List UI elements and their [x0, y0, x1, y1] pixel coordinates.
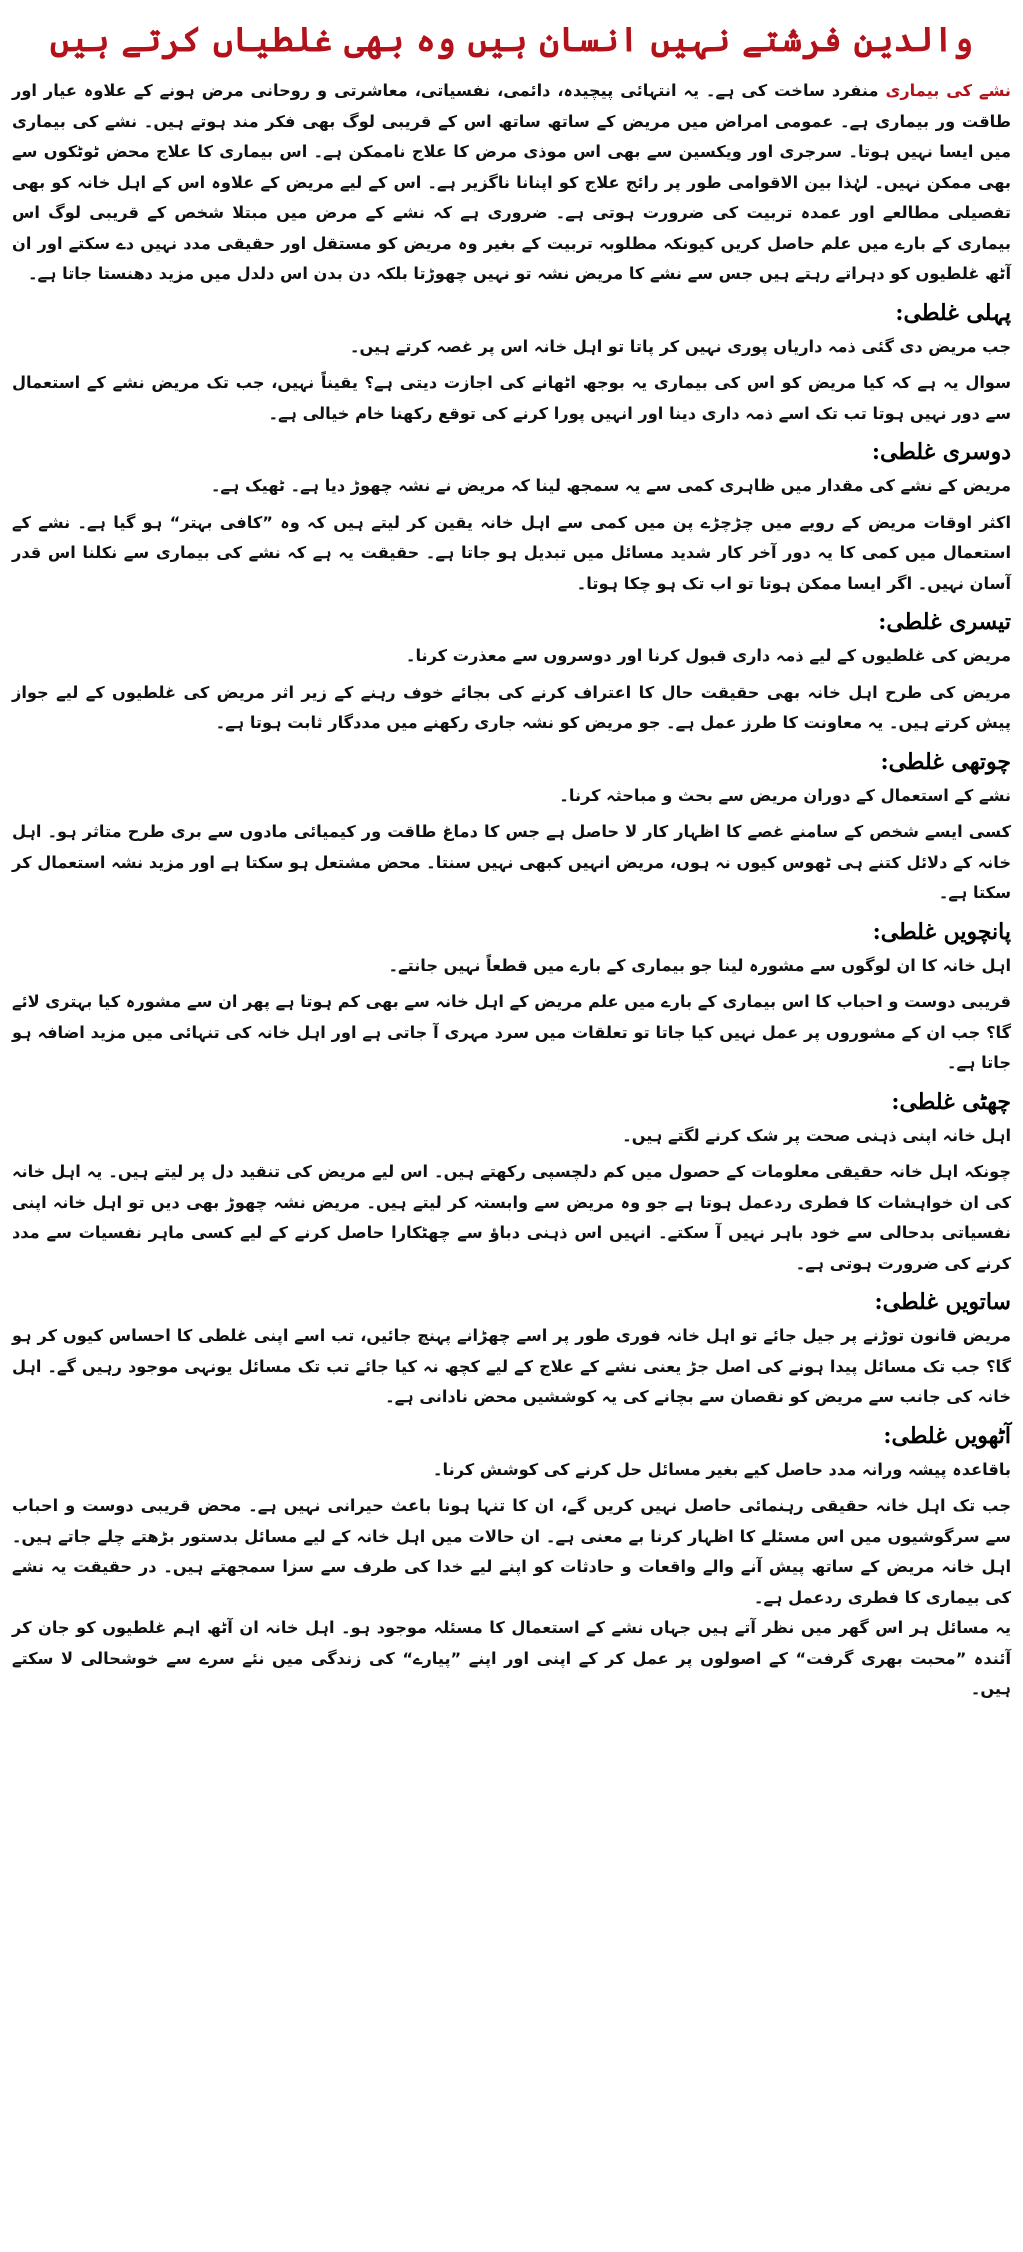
section-body: چونکہ اہل خانہ حقیقی معلومات کے حصول میں کم دلچسپی رکھتے ہیں۔ اس لیے مریض کی تنقید دل پر لیتے ہیں۔ یہ اہل خانہ کی ان خواہشات کا فطری ردعمل ہوتا ہے جو وہ مریض سے وابستہ کر لیتے ہیں۔ مریض نشہ چھوڑ بھی دیں تو اہل خانہ اپنی نفسیاتی بدحالی سے خود باہر نہیں آ سکتے۔ انہیں اس ذہنی دباؤ سے چھٹکارا حاصل کرنے کے لیے کسی ماہر نفسیات سے مدد کرنے کی ضرورت ہوتی ہے۔ — [12, 1162, 1011, 1273]
closing-paragraph: یہ مسائل ہر اس گھر میں نظر آتے ہیں جہاں نشے کے استعمال کا مسئلہ موجود ہو۔ اہل خانہ ان آٹھ اہم غلطیوں کو جان کر آئندہ ”محبت بھری گرفت“ کے اصولوں پر عمل کر کے اپنی اور اپنے ”پیارے“ کی زندگی میں نئے سرے سے خوشحالی لا سکتے ہیں۔ — [12, 1618, 1011, 1698]
section-body: مریض قانون توڑنے پر جیل جائے تو اہل خانہ فوری طور پر اسے چھڑانے پہنچ جائیں، تب اسے اپنی غلطی کا احساس کیوں کر ہو گا؟ جب تک مسائل پیدا ہونے کی اصل جڑ یعنی نشے کے علاج کے لیے کچھ نہ کیا جائے تب تک مسائل یونہی موجود رہیں گے۔ اہل خانہ کی جانب سے مریض کو نقصان سے بچانے کی یہ کوششیں محض نادانی ہے۔ — [12, 1326, 1011, 1406]
section-heading: چھٹی غلطی: — [891, 1088, 1011, 1115]
intro-lead: نشے کی بیماری — [885, 81, 1011, 100]
section-heading: آٹھویں غلطی: — [883, 1422, 1011, 1449]
section-body: کسی ایسے شخص کے سامنے غصے کا اظہار کار لا حاصل ہے جس کا دماغ طاقت ور کیمیائی مادوں سے بری طرح متاثر ہو۔ اہل خانہ کے دلائل کتنے ہی ٹھوس کیوں نہ ہوں، مریض انہیں کبھی نہیں سنتا۔ محض مشتعل ہو سکتا ہے اور مزید نشہ استعمال کر سکتا ہے۔ — [12, 822, 1011, 902]
section-body: قریبی دوست و احباب کا اس بیماری کے بارے میں علم مریض کے اہل خانہ سے بھی کم ہوتا ہے پھر ان سے مشورہ کیا بہتری لائے گا؟ جب ان کے مشوروں پر عمل نہیں کیا جاتا تو تعلقات میں سرد مہری آ جاتی ہے اور اہل خانہ کی تنہائی میں مزید اضافہ ہو جاتا ہے۔ — [12, 992, 1011, 1072]
section-point: باقاعدہ پیشہ ورانہ مدد حاصل کیے بغیر مسائل حل کرنے کی کوشش کرنا۔ — [433, 1459, 1011, 1479]
section-3 — [12, 605, 1011, 739]
section-point: جب مریض دی گئی ذمہ داریاں پوری نہیں کر پاتا تو اہل خانہ اس پر غصہ کرتے ہیں۔ — [349, 336, 1011, 356]
section-point: مریض کے نشے کی مقدار میں ظاہری کمی سے یہ سمجھ لینا کہ مریض نے نشہ چھوڑ دیا ہے۔ ٹھیک ہے۔ — [210, 476, 1011, 495]
section-1 — [12, 296, 1011, 430]
section-body: اکثر اوقات مریض کے رویے میں چڑچڑے پن میں کمی سے اہل خانہ یقین کر لیتے ہیں کہ وہ ”کافی بہتر“ ہو گیا ہے۔ نشے کے استعمال میں کمی کا یہ دور آخر کار شدید مسائل میں تبدیل ہو جاتا ہے۔ حقیقت یہ ہے کہ نشے کی بیماری سے نکلنا اس قدر آسان نہیں۔ اگر ایسا ممکن ہوتا تو اب تک ہو چکا ہوتا۔ — [12, 512, 1011, 593]
section-point: اہل خانہ کا ان لوگوں سے مشورہ لینا جو بیماری کے بارے میں قطعاً نہیں جانتے۔ — [388, 955, 1011, 975]
intro-text: منفرد ساخت کی ہے۔ یہ انتہائی پیچیدہ، دائمی، نفسیاتی، معاشرتی و روحانی مرض ہونے کے علاوہ عیار اور طاقت ور بیماری ہے۔ عمومی امراض میں مریض کے ساتھ ساتھ اس کے قریبی لوگ بھی فکر مند ہوتے ہیں۔ نشے کی بیماری میں ایسا نہیں ہوتا۔ سرجری اور ویکسین سے بھی اس موذی مرض کا علاج ناممکن ہے۔ اس بیماری کا علاج محض ٹوٹکوں سے بھی ممکن نہیں۔ لہٰذا بین الاقوامی طور پر رائج علاج کو اپنانا ناگزیر ہے۔ اس کے لیے مریض کے علاوہ اس کے اہل خانہ کو بھی تفصیلی مطالعے اور عمدہ تربیت کی ضرورت ہوتی ہے۔ ضروری ہے کہ نشے کے مرض میں مبتلا شخص کے قریبی لوگ اس بیماری کے بارے میں علم حاصل کریں کیونکہ مطلوبہ تربیت کے بغیر وہ مریض کو مستقل اور حقیقی مدد نہیں دے سکتے اور ان آٹھ غلطیوں کو دہراتے رہتے ہیں جس سے نشے کا مریض نشہ تو نہیں چھوڑتا بلکہ دن بدن اس دلدل میں مزید دھنستا جاتا ہے۔ — [12, 81, 1011, 283]
section-heading: ساتویں غلطی: — [874, 1289, 1011, 1315]
section-point: اہل خانہ اپنی ذہنی صحت پر شک کرنے لگتے ہیں۔ — [622, 1125, 1011, 1145]
section-body: سوال یہ ہے کہ کیا مریض کو اس کی بیماری یہ بوجھ اٹھانے کی اجازت دیتی ہے؟ یقیناً نہیں، جب تک مریض نشے کے استعمال سے دور نہیں ہوتا تب تک اسے ذمہ داری دینا اور انہیں پورا کرنے کی توقع رکھنا خام خیالی ہے۔ — [12, 373, 1011, 423]
section-4 — [12, 745, 1011, 909]
article-title: والدین فرشتے نہیں انسان ہیں وہ بھی غلطیاں کرتے ہیں — [49, 20, 974, 60]
section-heading: دوسری غلطی: — [871, 439, 1011, 465]
section-body: جب تک اہل خانہ حقیقی رہنمائی حاصل نہیں کریں گے، ان کا تنہا ہونا باعث حیرانی نہیں ہے۔ محض قریبی دوست و احباب سے سرگوشیوں میں اس مسئلے کا اظہار کرنا بے معنی ہے۔ ان حالات میں اہل خانہ کے لیے مسائل بدستور بڑھتے چلے جاتے ہیں۔ اہل خانہ مریض کے ساتھ پیش آنے والے واقعات و حادثات کو اپنے لیے خدا کی طرف سے سزا سمجھتے ہیں۔ در حقیقت یہ نشے کی بیماری کا فطری ردعمل ہے۔ — [12, 1496, 1011, 1607]
section-point: نشے کے استعمال کے دوران مریض سے بحث و مباحثہ کرنا۔ — [559, 785, 1011, 805]
section-5 — [12, 915, 1011, 1079]
section-8 — [12, 1419, 1011, 1614]
section-heading: تیسری غلطی: — [878, 609, 1011, 635]
section-heading: پانچویں غلطی: — [872, 918, 1011, 945]
section-7 — [12, 1285, 1011, 1413]
section-heading: پہلی غلطی: — [895, 299, 1011, 326]
section-heading: چوتھی غلطی: — [880, 748, 1011, 775]
section-point: مریض کی غلطیوں کے لیے ذمہ داری قبول کرنا اور دوسروں سے معذرت کرنا۔ — [405, 646, 1011, 665]
section-6 — [12, 1085, 1011, 1280]
intro-paragraph — [12, 76, 1011, 290]
section-2 — [12, 435, 1011, 599]
section-body: مریض کی طرح اہل خانہ بھی حقیقت حال کا اعتراف کرنے کی بجائے خوف رہنے کے زیر اثر مریض کی غلطیوں کے لیے جواز پیش کرتے ہیں۔ یہ معاونت کا طرز عمل ہے۔ جو مریض کو نشہ جاری رکھنے میں مددگار ثابت ہوتا ہے۔ — [12, 682, 1011, 732]
